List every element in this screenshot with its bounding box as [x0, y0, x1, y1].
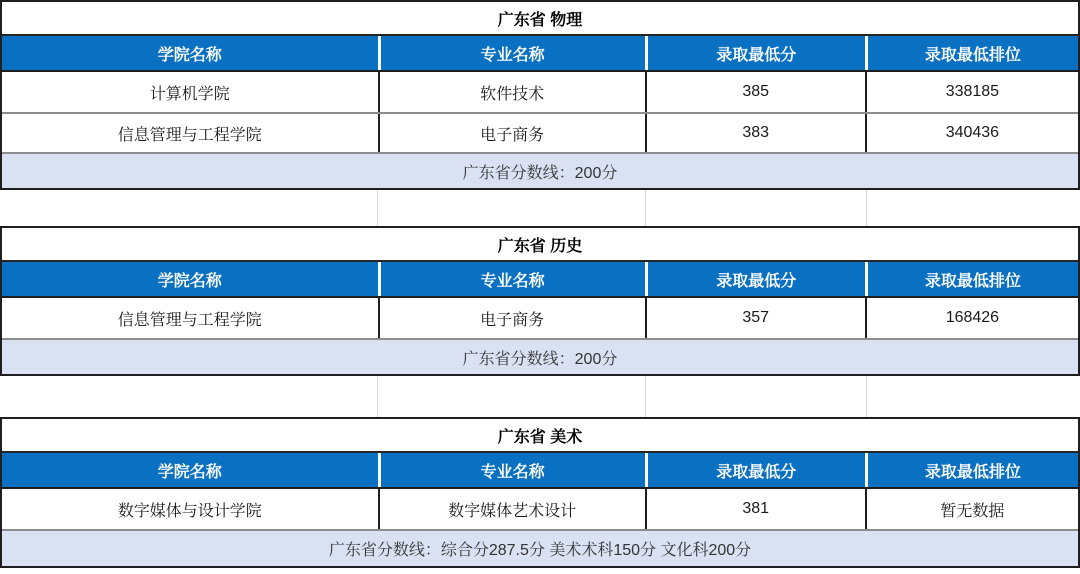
header-major-name: 专业名称 [378, 262, 645, 296]
cell-min-rank: 338185 [865, 72, 1078, 112]
header-min-score: 录取最低分 [645, 453, 865, 487]
empty-grid-cell [0, 376, 377, 417]
table-footer-scoreline: 广东省分数线：200分 [2, 152, 1078, 188]
empty-grid-cell [0, 190, 377, 226]
cell-major-name: 数字媒体艺术设计 [378, 489, 645, 529]
header-min-rank: 录取最低排位 [865, 453, 1078, 487]
header-min-score: 录取最低分 [645, 262, 865, 296]
cell-college-name: 数字媒体与设计学院 [117, 502, 262, 520]
score-table-physics [0, 0, 1080, 190]
table-row [2, 72, 1078, 112]
header-major-name: 专业名称 [378, 36, 645, 70]
cell-min-rank: 340436 [865, 114, 1078, 152]
table-row [2, 489, 1078, 529]
table-header-row [2, 453, 1078, 489]
cell-min-rank: 168426 [865, 298, 1078, 338]
sheet-gap-row [0, 376, 1080, 417]
header-college-name: 学院名称 [157, 272, 222, 290]
table-footer-scoreline: 广东省分数线：综合分287.5分 美术术科150分 文化科200分 [2, 529, 1078, 566]
cell-major-name: 电子商务 [378, 298, 645, 338]
empty-grid-cell [377, 376, 645, 417]
header-min-rank: 录取最低排位 [865, 262, 1078, 296]
cell-min-score: 385 [645, 72, 865, 112]
table-title: 广东省 物理 [2, 2, 1078, 36]
table-row [2, 298, 1078, 338]
score-table-history [0, 226, 1080, 376]
table-title: 广东省 美术 [2, 419, 1078, 453]
cell-major-name: 软件技术 [378, 72, 645, 112]
header-college-name: 学院名称 [157, 46, 222, 64]
header-min-rank: 录取最低排位 [865, 36, 1078, 70]
cell-min-rank: 暂无数据 [865, 489, 1078, 529]
empty-grid-cell [866, 376, 1080, 417]
cell-college-name: 信息管理与工程学院 [117, 311, 262, 329]
header-college-name: 学院名称 [157, 463, 222, 481]
table-row [2, 112, 1078, 152]
cell-min-score: 357 [645, 298, 865, 338]
table-header-row [2, 262, 1078, 298]
table-header-row [2, 36, 1078, 72]
cell-min-score: 383 [645, 114, 865, 152]
table-footer-scoreline: 广东省分数线：200分 [2, 338, 1078, 374]
header-min-score: 录取最低分 [645, 36, 865, 70]
cell-min-score: 381 [645, 489, 865, 529]
empty-grid-cell [645, 190, 866, 226]
empty-grid-cell [645, 376, 866, 417]
cell-college-name: 计算机学院 [149, 85, 230, 103]
header-major-name: 专业名称 [378, 453, 645, 487]
sheet-gap-row [0, 190, 1080, 226]
table-title: 广东省 历史 [2, 228, 1078, 262]
cell-major-name: 电子商务 [378, 114, 645, 152]
cell-college-name: 信息管理与工程学院 [117, 126, 262, 144]
empty-grid-cell [377, 190, 645, 226]
score-table-art [0, 417, 1080, 568]
empty-grid-cell [866, 190, 1080, 226]
